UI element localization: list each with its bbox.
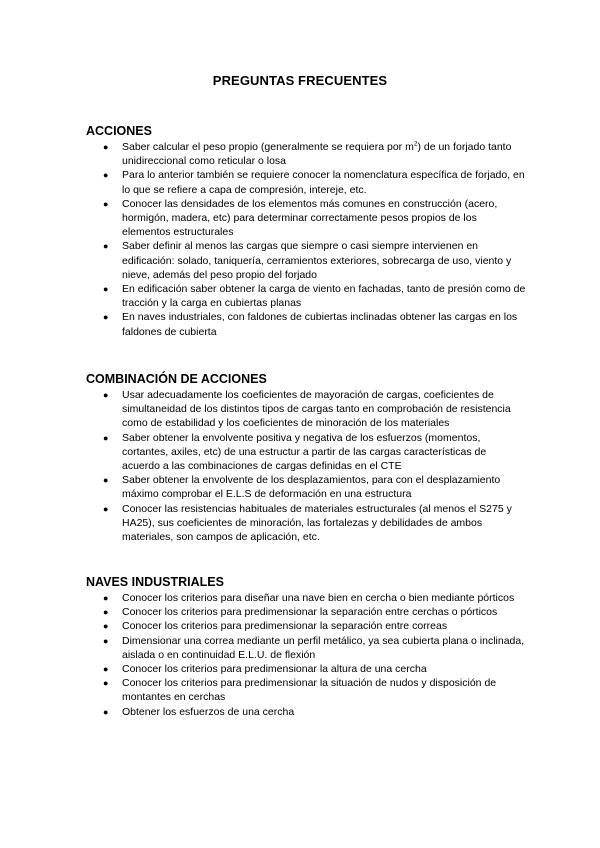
bullet-icon: ●: [103, 607, 109, 618]
bullet-list: [86, 140, 526, 339]
bullet-list: [86, 388, 526, 544]
list-item: ● Conocer los criterios para predimensionar la situación de nudos y disposición de montantes en cerchas: [103, 677, 497, 704]
bullet-icon: ●: [103, 312, 109, 323]
page-title: PREGUNTAS FRECUENTES: [212, 73, 388, 88]
bullet-icon: ●: [103, 503, 109, 514]
section-heading: NAVES INDUSTRIALES: [86, 575, 224, 589]
bullet-icon: ●: [103, 432, 109, 443]
list-item: ● Usar adecuadamente los coeficientes de mayoración de cargas, coeficientes de simultaneidad de los distintos tipos de cargas tanto en comprobación de resistencia como de estabilidad y los coeficientes de minoración de los materiales: [103, 389, 511, 430]
bullet-icon: ●: [103, 198, 109, 209]
bullet-icon: ●: [103, 284, 109, 295]
list-item: ● Conocer los criterios para predimensionar la separación entre cerchas o pórticos: [103, 606, 498, 619]
list-item: ● Dimensionar una correa mediante un perfil metálico, ya sea cubierta plana o inclinada, aislada o en continuidad E.L.U. de flexión: [103, 634, 525, 661]
list-item: ● Conocer los criterios para predimensionar la separación entre correas: [103, 620, 448, 633]
list-item: ● Conocer los criterios para predimensionar la altura de una cercha: [103, 663, 427, 676]
section-heading: COMBINACIÓN DE ACCIONES: [86, 372, 267, 386]
bullet-icon: ●: [103, 678, 109, 689]
list-item: ● Conocer las densidades de los elementos más comunes en construcción (acero, hormigón, madera, etc) para determinar correctamente pesos propios de los elementos estructurales: [103, 197, 498, 239]
list-item: ● Saber calcular el peso propio (generalmente se requiera por $m^2$) de un forjado tanto unidireccional como reticular o losa: [103, 140, 512, 168]
bullet-icon: ●: [103, 635, 109, 646]
bullet-icon: ●: [103, 621, 109, 632]
list-item: ● Obtener los esfuerzos de una cercha: [103, 705, 295, 718]
section-heading: ACCIONES: [86, 124, 152, 138]
section-combinacion-acciones: [86, 371, 526, 544]
list-item: ● Saber definir al menos las cargas que siempre o casi siempre intervienen en edificación: solado, taniquería, cerramientos exteriores, sobrecarga de uso, viento y nieve, además del peso propio del forjado: [103, 240, 512, 281]
bullet-icon: ●: [103, 170, 109, 181]
list-item: ● Saber obtener la envolvente positiva y negativa de los esfuerzos (momentos, cortantes, axiles, etc) de una estructur a partir de las cargas características de acuerdo a las combinaciones de cargas definidas en el CTE: [103, 431, 487, 473]
list-item: ● Para lo anterior también se requiere conocer la nomenclatura específica de forjado, en lo que se refiere a capa de compresión, intereje, etc.: [103, 169, 525, 196]
bullet-icon: ●: [103, 390, 109, 400]
bullet-icon: ●: [103, 241, 109, 252]
list-item: ● Conocer los criterios para diseñar una nave bien en cercha o bien mediante pórticos: [103, 592, 515, 604]
list-item: ● En edificación saber obtener la carga de viento en fachadas, tanto de presión como de tracción y la carga en cubiertas planas: [103, 283, 526, 310]
bullet-list: [86, 591, 526, 719]
list-item: ● Conocer las resistencias habituales de materiales estructurales (al menos el S275 y HA25), sus coeficientes de minoración, las fortalezas y debilidades de ambos materiales, son campos de aplicación, etc.: [103, 502, 512, 544]
bullet-icon: ●: [103, 475, 109, 486]
list-item: ● Saber obtener la envolvente de los desplazamientos, para con el desplazamiento máximo comprobar el E.L.S de deformación en una estructura: [103, 474, 501, 501]
section-naves-industriales: [86, 574, 526, 719]
bullet-icon: ●: [103, 664, 109, 675]
bullet-icon: ●: [103, 706, 109, 717]
list-item: ● En naves industriales, con faldones de cubiertas inclinadas obtener las cargas en los faldones de cubierta: [103, 311, 518, 338]
bullet-icon: ●: [103, 593, 109, 603]
section-acciones: [86, 123, 526, 339]
bullet-icon: ●: [103, 142, 109, 152]
